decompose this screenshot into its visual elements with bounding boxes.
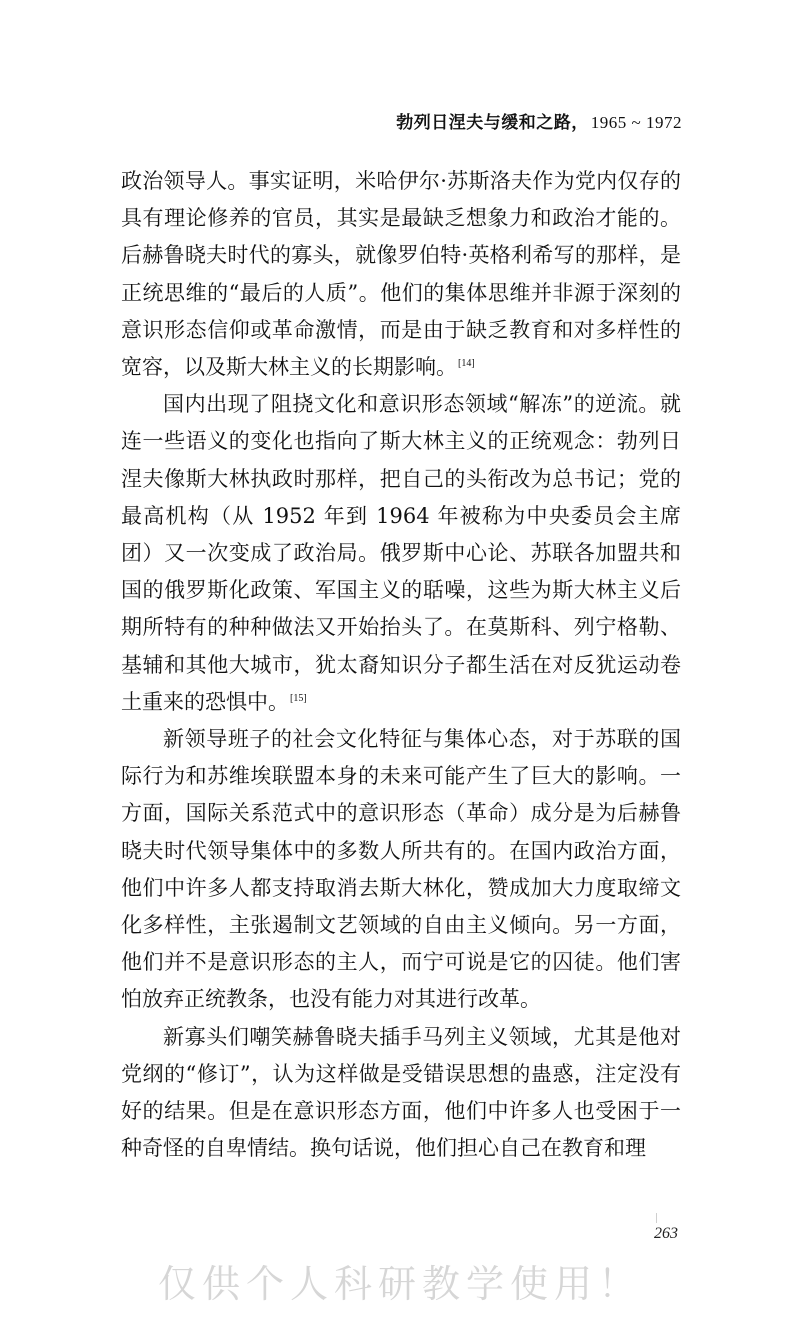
paragraph-text: 政治领导人。事实证明，米哈伊尔·苏斯洛夫作为党内仅存的具有理论修养的官员，其实是最缺乏想象力和政治才能的。后赫鲁晓夫时代的寡头，就像罗伯特·英格利希写的那样，是正统思维的“最后的人质”。他们的集体思维并非源于深刻的意识形态信仰或革命激情，而是由于缺乏教育和对多样性的宽容，以及斯大林主义的长期影响。 (121, 169, 681, 380)
paragraph (121, 386, 681, 721)
paragraph (121, 721, 681, 1019)
running-head-title: 勃列日涅夫与缓和之路， (396, 113, 589, 133)
watermark: 仅供个人科研教学使用！ (157, 1262, 642, 1306)
page-number: 263 (654, 1225, 678, 1242)
footnote-marker: [15] (290, 692, 307, 704)
paragraph-text: 国内出现了阻挠文化和意识形态领域“解冻”的逆流。就连一些语义的变化也指向了斯大林主义的正统观念：勃列日涅夫像斯大林执政时那样，把自己的头衔改为总书记；党的最高机构（从 1952 年到 1964 年被称为中央委员会主席团）又一次变成了政治局。俄罗斯中心论、苏联各加盟共和国的俄罗斯化政策、军国主义的聒噪，这些为斯大林主义后期所特有的种种做法又开始抬头了。在莫斯科、列宁格勒、基辅和其他大城市，犹太裔知识分子都生活在对反犹运动卷土重来的恐惧中。 (121, 392, 681, 714)
paragraph-text: 新寡头们嘲笑赫鲁晓夫插手马列主义领域，尤其是他对党纲的“修订”，认为这样做是受错误思想的蛊惑，注定没有好的结果。但是在意识形态方面，他们中许多人也受困于一种奇怪的自卑情结。换句话说，他们担心自己在教育和理 (121, 1024, 681, 1161)
paragraph-text: 新领导班子的社会文化特征与集体心态，对于苏联的国际行为和苏维埃联盟本身的未来可能产生了巨大的影响。一方面，国际关系范式中的意识形态（革命）成分是为后赫鲁晓夫时代领导集体中的多数人所共有的。在国内政治方面，他们中许多人都支持取消去斯大林化，赞成加大力度取缔文化多样性，主张遏制文艺领域的自由主义倾向。另一方面，他们并不是意识形态的主人，而宁可说是它的囚徒。他们害怕放弃正统教条，也没有能力对其进行改革。 (121, 727, 681, 1012)
running-head (396, 108, 682, 133)
paragraph (121, 1019, 681, 1168)
body-text (121, 163, 681, 1167)
footnote-marker: [14] (458, 358, 475, 370)
paragraph (121, 163, 681, 386)
running-head-year-range: 1965 ~ 1972 (590, 113, 682, 132)
scan-mark (656, 1213, 657, 1223)
